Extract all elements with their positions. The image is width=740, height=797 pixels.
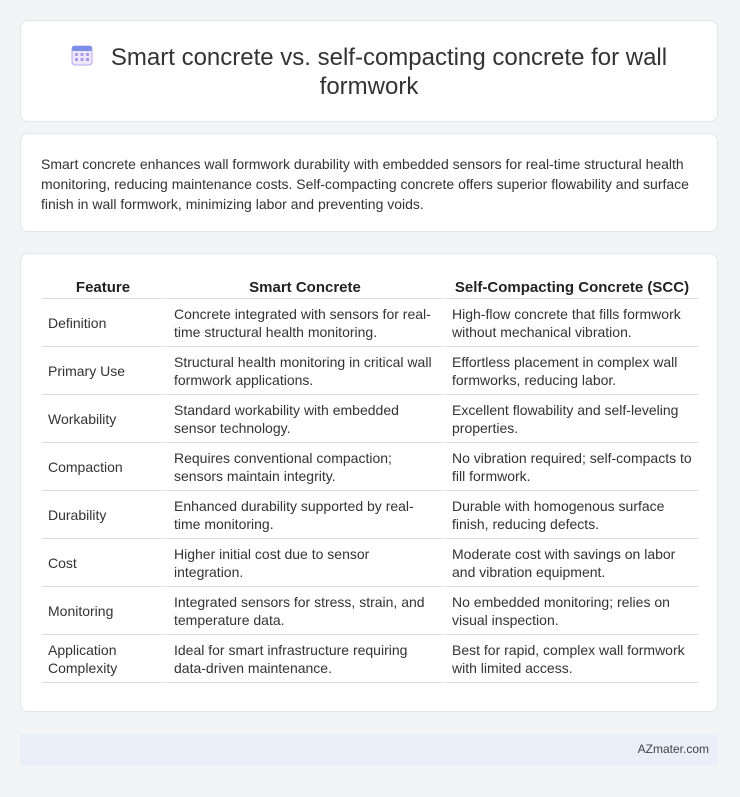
feature-cell: Durability (42, 491, 164, 539)
smart-concrete-cell: Requires conventional compaction; sensors maintain integrity. (164, 443, 442, 491)
smart-concrete-cell: Standard workability with embedded sensor technology. (164, 395, 442, 443)
smart-concrete-cell: Concrete integrated with sensors for real-time structural health monitoring. (164, 299, 442, 347)
feature-cell: Application Complexity (42, 635, 164, 683)
column-header-feature: Feature (42, 276, 164, 299)
smart-concrete-cell: Ideal for smart infrastructure requiring data-driven maintenance. (164, 635, 442, 683)
table-row (42, 299, 698, 347)
feature-cell: Monitoring (42, 587, 164, 635)
smart-concrete-cell: Structural health monitoring in critical wall formwork applications. (164, 347, 442, 395)
scc-cell: Excellent flowability and self-leveling properties. (442, 395, 698, 443)
column-header-smart-concrete: Smart Concrete (164, 276, 442, 299)
smart-concrete-cell: Enhanced durability supported by real-time monitoring. (164, 491, 442, 539)
scc-cell: No vibration required; self-compacts to fill formwork. (442, 443, 698, 491)
comparison-table (42, 276, 698, 683)
footer-bar (20, 734, 718, 766)
table-row (42, 395, 698, 443)
scc-cell: No embedded monitoring; relies on visual inspection. (442, 587, 698, 635)
feature-cell: Cost (42, 539, 164, 587)
table-header-row (42, 276, 698, 299)
table-row (42, 443, 698, 491)
comparison-card (20, 253, 718, 712)
page-title: Smart concrete vs. self-compacting concrete for wall formwork (110, 44, 668, 100)
column-header-scc: Self-Compacting Concrete (SCC) (442, 276, 698, 299)
summary-card (20, 133, 718, 232)
scc-cell: High-flow concrete that fills formwork without mechanical vibration. (442, 299, 698, 347)
summary-text: Smart concrete enhances wall formwork durability with embedded sensors for real-time structural health monitoring, reducing maintenance costs. Self-compacting concrete offers superior flowability and surface finish in wall formwork, minimizing labor and preventing voids. (41, 156, 689, 212)
feature-cell: Definition (42, 299, 164, 347)
calendar-icon (71, 44, 93, 66)
table-row (42, 347, 698, 395)
scc-cell: Effortless placement in complex wall formworks, reducing labor. (442, 347, 698, 395)
scc-cell: Best for rapid, complex wall formwork with limited access. (442, 635, 698, 683)
scc-cell: Durable with homogenous surface finish, reducing defects. (442, 491, 698, 539)
table-row (42, 539, 698, 587)
scc-cell: Moderate cost with savings on labor and vibration equipment. (442, 539, 698, 587)
table-row (42, 491, 698, 539)
title-card (20, 20, 718, 122)
title-wrap (61, 43, 677, 101)
feature-cell: Compaction (42, 443, 164, 491)
table-row (42, 587, 698, 635)
smart-concrete-cell: Integrated sensors for stress, strain, and temperature data. (164, 587, 442, 635)
footer-brand: AZmater.com (637, 742, 709, 756)
feature-cell: Workability (42, 395, 164, 443)
table-row (42, 635, 698, 683)
feature-cell: Primary Use (42, 347, 164, 395)
smart-concrete-cell: Higher initial cost due to sensor integration. (164, 539, 442, 587)
